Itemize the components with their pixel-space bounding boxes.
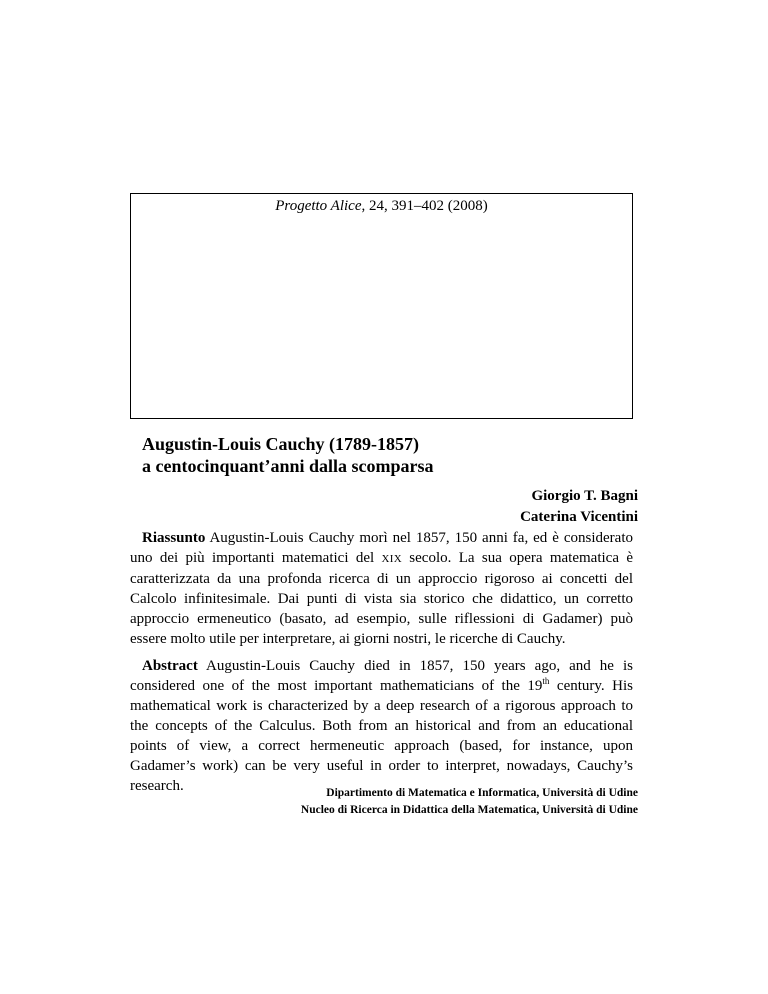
journal-reference-box <box>130 193 633 419</box>
journal-citation <box>131 197 632 215</box>
abstract-paragraph <box>130 656 633 796</box>
abstract-ordinal-suffix: th <box>542 676 550 686</box>
abstract-label: Abstract <box>142 658 198 674</box>
journal-volume-pages-year: , 24, 391–402 (2008) <box>361 198 488 214</box>
abstract-text-part-2: century. His mathematical work is characterized by a deep research of a rigorous approach to the concepts of the Calculus. Both from an historical and from an educational points of view, a correct hermeneutic approach (based, for instance, upon Gadamer’s work) can be very useful in order to interpret, nowadays, Cauchy’s research. <box>130 678 633 794</box>
author-name: Caterina Vicentini <box>520 509 638 525</box>
riassunto-text-part-1: Augustin-Louis Cauchy morì nel 1857, 150 anni fa, ed è considerato uno dei più importanti matematici del <box>130 530 633 566</box>
paper-title <box>142 433 642 477</box>
author-list <box>520 486 638 528</box>
author-name: Giorgio T. Bagni <box>531 488 638 504</box>
riassunto-label: Riassunto <box>142 530 206 546</box>
affiliation: Dipartimento di Matematica e Informatica, Università di Udine <box>326 787 638 799</box>
paper-title-line-1: Augustin-Louis Cauchy (1789-1857) <box>142 434 420 454</box>
abstract-text-part-1: Augustin-Louis Cauchy died in 1857, 150 years ago, and he is considered one of the most important mathematicians of the 19 <box>130 658 633 694</box>
affiliation-list <box>301 785 638 819</box>
riassunto-century: XIX <box>381 553 402 565</box>
riassunto-paragraph <box>130 528 633 649</box>
riassunto-text-part-2: secolo. La sua opera matematica è caratterizzata da una profonda ricerca di un approccio rigoroso ai concetti del Calcolo infinitesimale. Dai punti di vista sia storico che didattico, un corretto approccio ermeneutico (basato, ad esempio, sulle riflessioni di Gadamer) può essere molto utile per interpretare, ai giorni nostri, le ricerche di Cauchy. <box>130 550 633 647</box>
journal-name: Progetto Alice <box>275 198 362 214</box>
affiliation: Nucleo di Ricerca in Didattica della Matematica, Università di Udine <box>300 804 638 816</box>
paper-title-line-2: a centocinquant’anni dalla scomparsa <box>142 456 434 476</box>
